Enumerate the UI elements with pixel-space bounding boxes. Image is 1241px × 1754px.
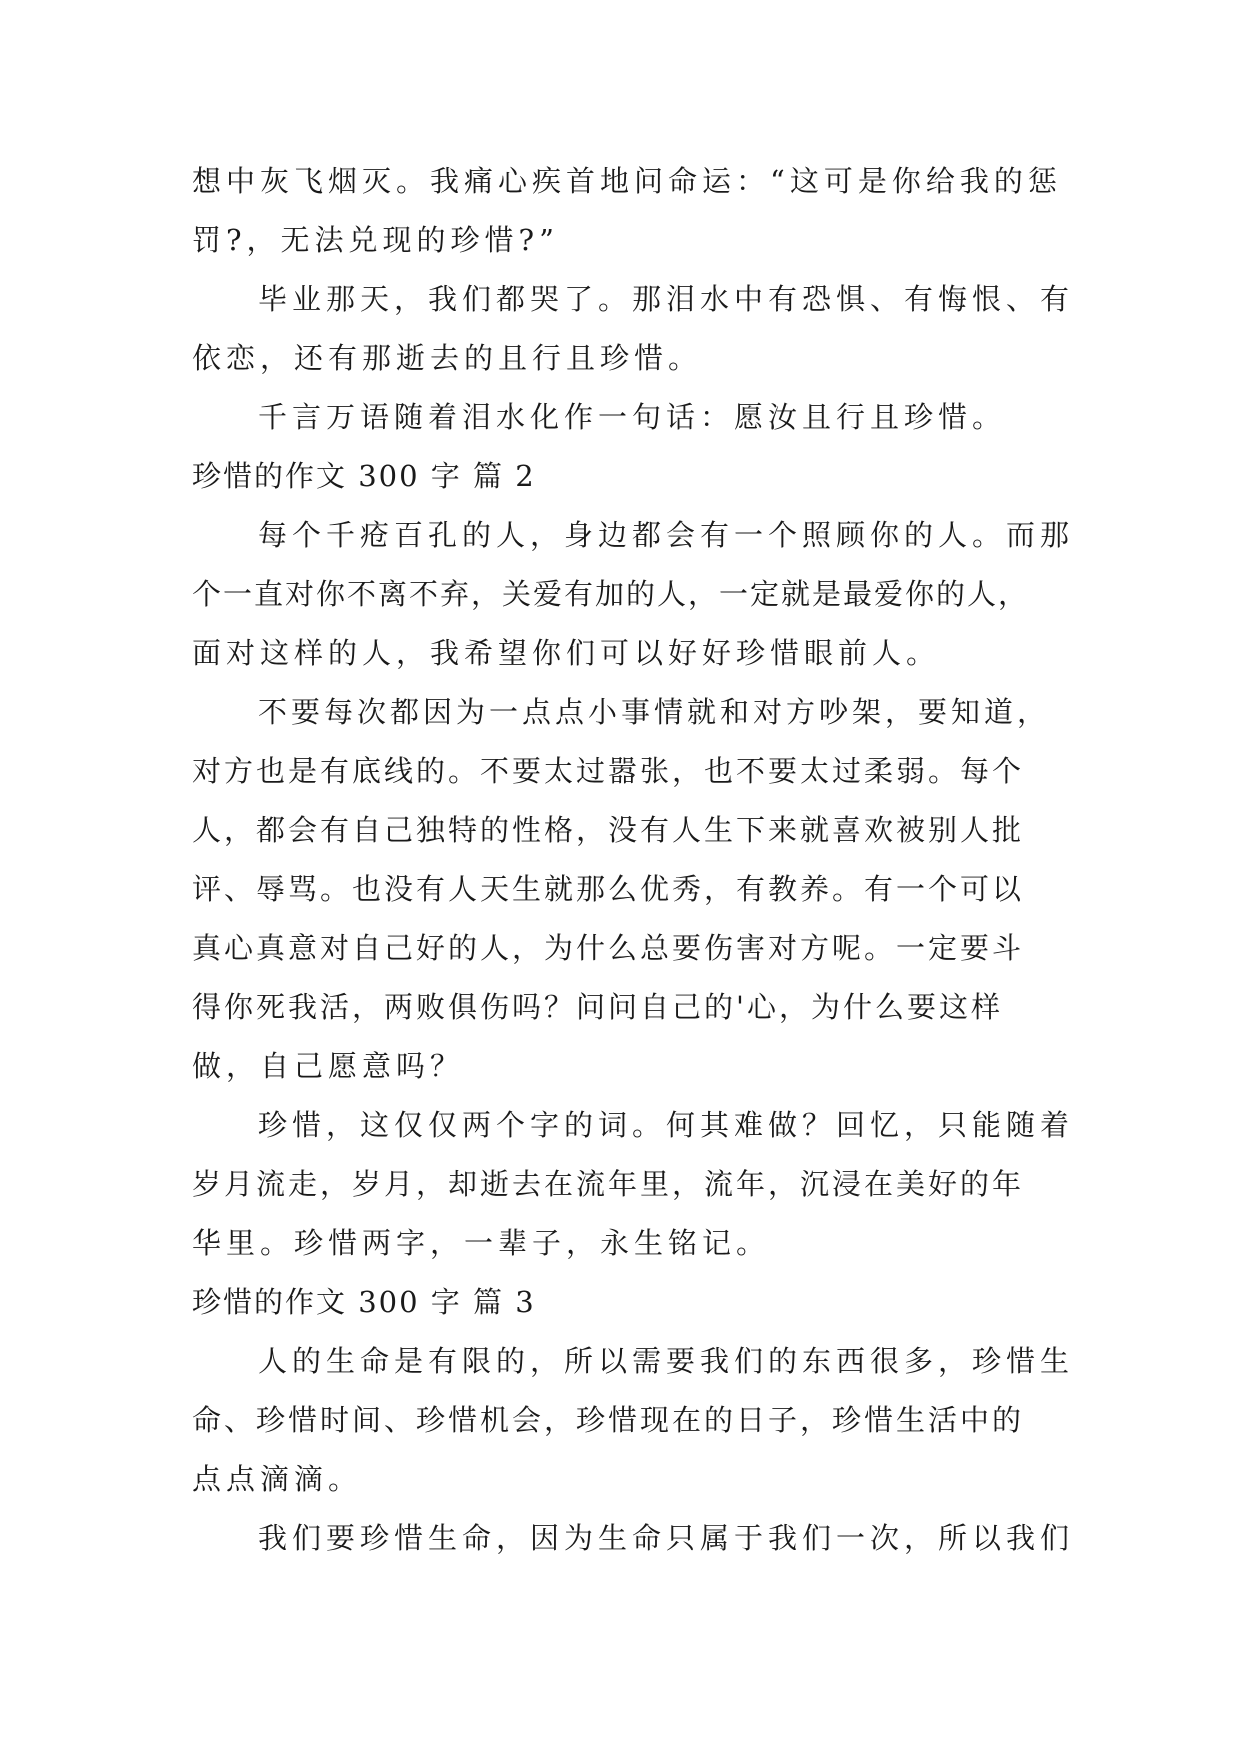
text-line: 人，都会有自己独特的性格，没有人生下来就喜欢被别人批 (192, 813, 1025, 847)
text-line: 个一直对你不离不弃，关爱有加的人，一定就是最爱你的人， (192, 577, 1030, 611)
text-line: 点点滴滴。 (192, 1462, 363, 1496)
text-line: 面对这样的人，我希望你们可以好好珍惜眼前人。 (192, 636, 941, 670)
paragraph-start-line: 人的生命是有限的，所以需要我们的东西很多，珍惜生 (258, 1344, 1075, 1378)
text-line: 评、辱骂。也没有人天生就那么优秀，有教养。有一个可以 (192, 872, 1025, 906)
text-line: 依恋，还有那逝去的且行且珍惜。 (192, 341, 703, 375)
text-line: 得你死我活，两败俱伤吗？问问自己的'心，为什么要这样 (192, 990, 1003, 1024)
paragraph-start-line: 千言万语随着泪水化作一句话：愿汝且行且珍惜。 (258, 400, 1007, 434)
text-line: 做，自己愿意吗？ (192, 1049, 465, 1083)
paragraph-start-line: 毕业那天，我们都哭了。那泪水中有恐惧、有悔恨、有 (258, 282, 1075, 316)
text-line: 华里。珍惜两字，一辈子，永生铭记。 (192, 1226, 771, 1260)
text-line: 罚?，无法兑现的珍惜?” (192, 223, 559, 257)
text-line: 岁月流走，岁月，却逝去在流年里，流年，沉浸在美好的年 (192, 1167, 1025, 1201)
text-line: 真心真意对自己好的人，为什么总要伤害对方呢。一定要斗 (192, 931, 1025, 965)
section-heading: 珍惜的作文 300 字 篇 2 (192, 459, 536, 493)
text-line: 想中灰飞烟灭。我痛心疾首地问命运：“这可是你给我的惩 (192, 164, 1062, 198)
paragraph-start-line: 我们要珍惜生命，因为生命只属于我们一次，所以我们 (258, 1521, 1075, 1555)
paragraph-start-line: 不要每次都因为一点点小事情就和对方吵架，要知道， (258, 695, 1051, 729)
paragraph-start-line: 珍惜，这仅仅两个字的词。何其难做？回忆，只能随着 (258, 1108, 1075, 1142)
paragraph-start-line: 每个千疮百孔的人，身边都会有一个照顾你的人。而那 (258, 518, 1075, 552)
text-line: 命、珍惜时间、珍惜机会，珍惜现在的日子，珍惜生活中的 (192, 1403, 1025, 1437)
text-line: 对方也是有底线的。不要太过嚣张，也不要太过柔弱。每个 (192, 754, 1025, 788)
document-page (192, 152, 1075, 1568)
section-heading: 珍惜的作文 300 字 篇 3 (192, 1285, 536, 1319)
